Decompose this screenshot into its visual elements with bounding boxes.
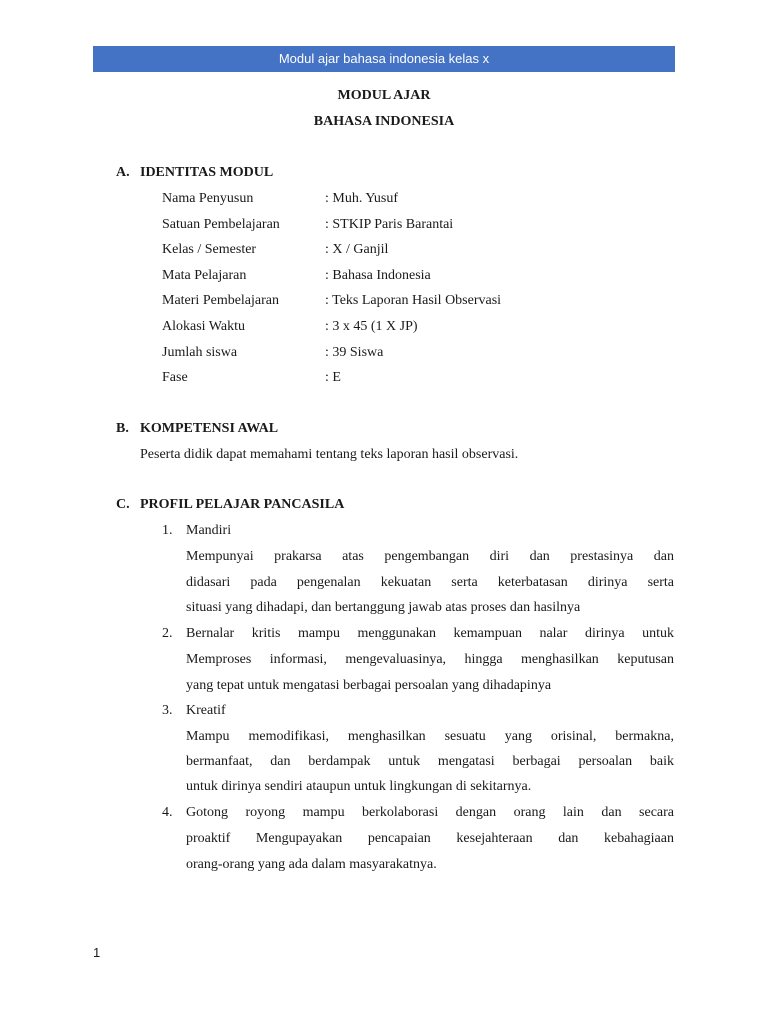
identity-value: : E [325, 370, 341, 385]
identity-row [162, 217, 453, 233]
identity-value: : Bahasa Indonesia [325, 268, 431, 283]
identity-row [162, 191, 398, 207]
identity-value: : Muh. Yusuf [325, 191, 398, 206]
identity-value: : 3 x 45 (1 X JP) [325, 319, 418, 334]
section-letter: A. [116, 165, 130, 180]
identity-label: Kelas / Semester [162, 242, 257, 257]
identity-row [162, 345, 383, 361]
identity-value: : 39 Siswa [325, 345, 384, 360]
identity-row [162, 370, 341, 386]
identity-row [162, 242, 388, 258]
section-title: KOMPETENSI AWAL [140, 421, 279, 436]
identity-label: Materi Pembelajaran [162, 293, 280, 308]
document-subtitle: BAHASA INDONESIA [313, 114, 455, 129]
identity-value: : X / Ganjil [325, 242, 389, 257]
list-item-line: Gotong royong mampu berkolaborasi dengan orang lain dan secara [186, 805, 674, 820]
identity-row [162, 319, 418, 335]
identity-label: Satuan Pembelajaran [162, 217, 280, 232]
list-item-line: Mampu memodifikasi, menghasilkan sesuatu yang orisinal, bermakna, [186, 729, 674, 744]
kompetensi-text: Peserta didik dapat memahami tentang teks laporan hasil observasi. [140, 447, 519, 462]
list-number: 4. [162, 805, 173, 820]
list-item-line: proaktif Mengupayakan pencapaian kesejahteraan dan kebahagiaan [186, 831, 674, 846]
list-item-line: bermanfaat, dan berdampak untuk mengatasi berbagai persoalan baik [186, 754, 674, 769]
page-number: 1 [93, 945, 101, 960]
section-title: PROFIL PELAJAR PANCASILA [140, 497, 345, 512]
list-item-title: Kreatif [186, 703, 226, 718]
identity-label: Mata Pelajaran [162, 268, 247, 283]
identity-label: Nama Penyusun [162, 191, 254, 206]
identity-label: Jumlah siswa [162, 345, 238, 360]
list-item-line: Bernalar kritis mampu menggunakan kemampuan nalar dirinya untuk [186, 626, 674, 641]
list-item-line: Mempunyai prakarsa atas pengembangan diri dan prestasinya dan [186, 549, 674, 564]
identity-label: Alokasi Waktu [162, 319, 245, 334]
list-number: 3. [162, 703, 173, 718]
list-item-line: yang tepat untuk mengatasi berbagai persoalan yang dihadapinya [186, 678, 552, 693]
identity-label: Fase [162, 370, 188, 385]
list-item-line: situasi yang dihadapi, dan bertanggung jawab atas proses dan hasilnya [186, 600, 581, 615]
document-title: MODUL AJAR [337, 88, 431, 103]
section-a-heading [116, 165, 273, 181]
list-item-line: orang-orang yang ada dalam masyarakatnya. [186, 857, 437, 872]
list-item-title: Mandiri [186, 523, 232, 538]
list-item-line: untuk dirinya sendiri ataupun untuk lingkungan di sekitarnya. [186, 779, 532, 794]
section-title: IDENTITAS MODUL [140, 165, 274, 180]
list-number: 1. [162, 523, 173, 538]
section-letter: C. [116, 497, 130, 512]
list-item-line: didasari pada pengenalan kekuatan serta keterbatasan dirinya serta [186, 575, 674, 590]
identity-value: : STKIP Paris Barantai [325, 217, 454, 232]
identity-row [162, 268, 431, 284]
section-letter: B. [116, 421, 129, 436]
list-item-line: Memproses informasi, mengevaluasinya, hingga menghasilkan keputusan [186, 652, 674, 667]
section-b-heading [116, 421, 278, 437]
identity-row [162, 293, 501, 309]
list-number: 2. [162, 626, 173, 641]
page-header: Modul ajar bahasa indonesia kelas x [93, 46, 675, 72]
section-c-heading [116, 497, 344, 513]
identity-value: : Teks Laporan Hasil Observasi [325, 293, 502, 308]
